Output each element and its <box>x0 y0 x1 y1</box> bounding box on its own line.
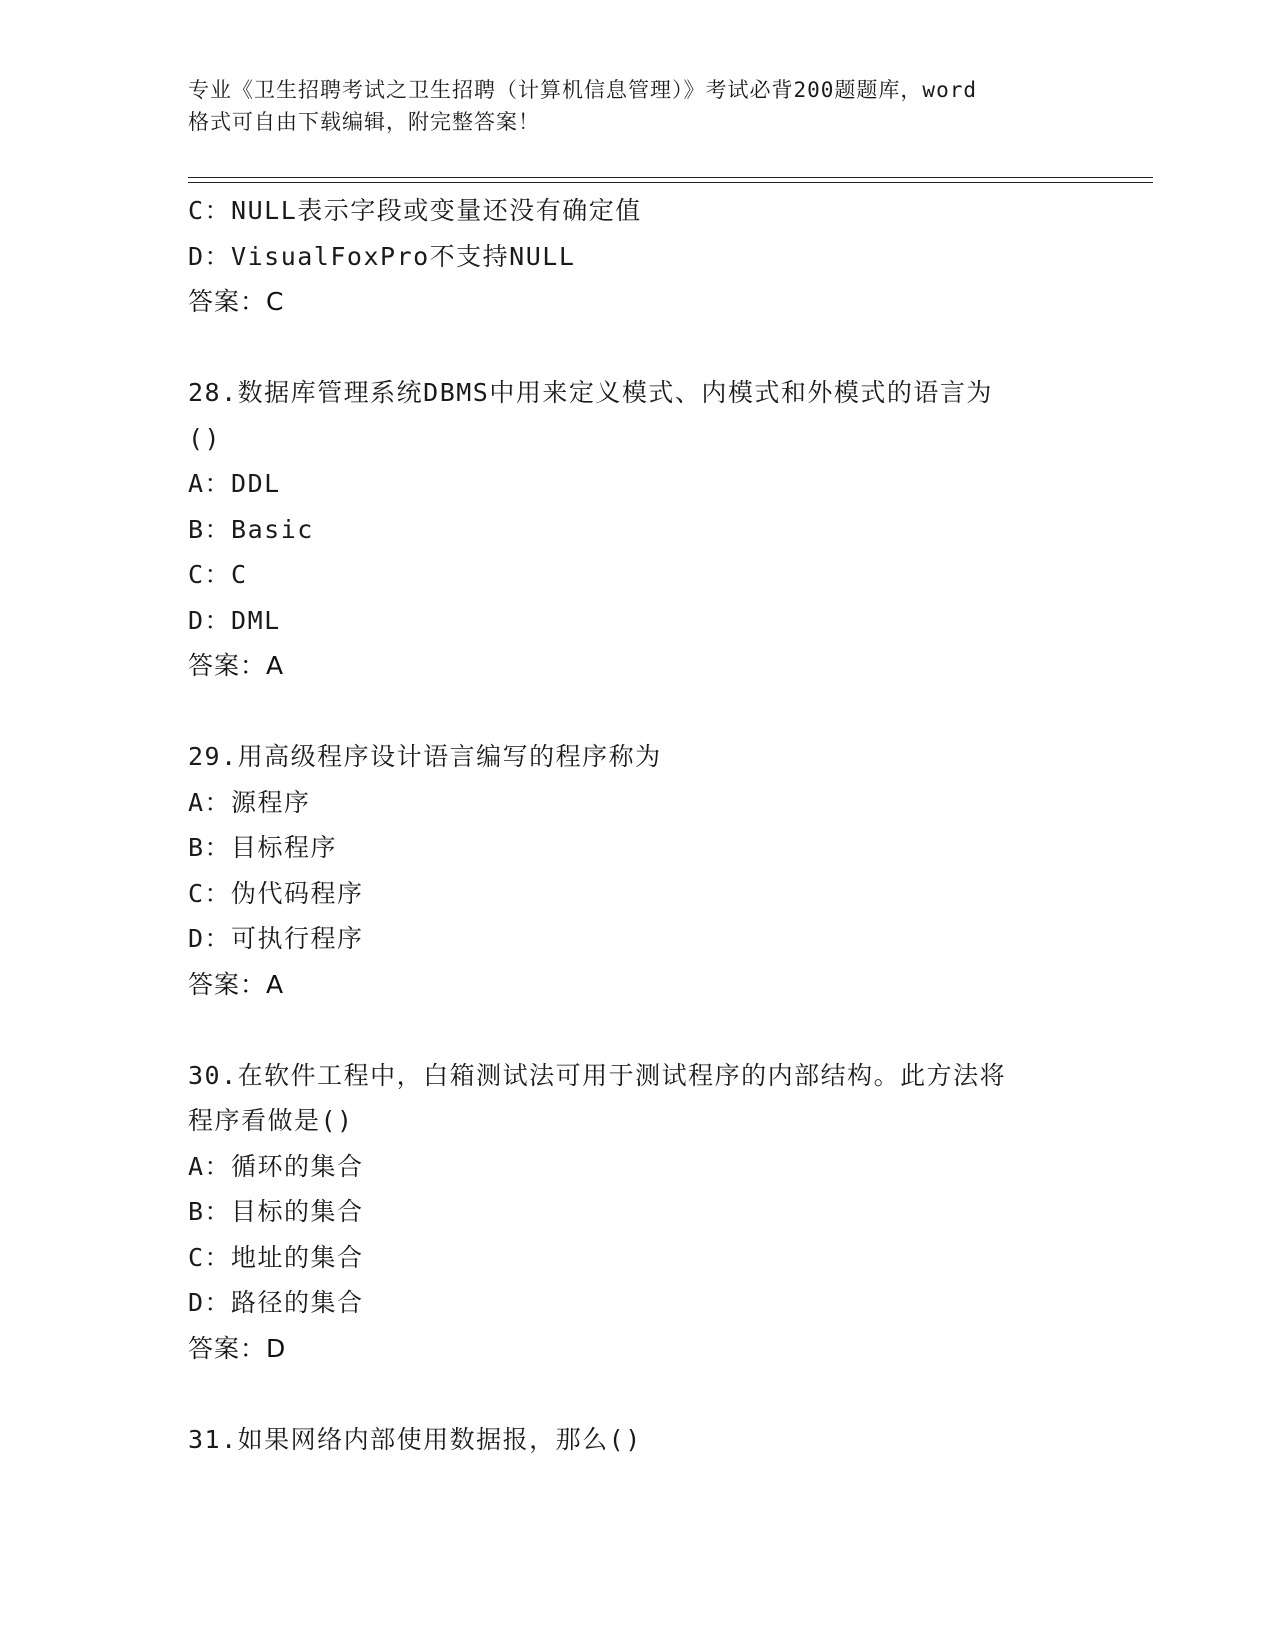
option-a: A：源程序 <box>188 787 311 817</box>
spacer <box>188 325 1088 371</box>
answer: 答案：A <box>188 969 285 999</box>
question-list <box>188 188 1088 1462</box>
option-b: B：Basic <box>188 514 314 544</box>
question-28 <box>188 370 1088 689</box>
question-stem: 29.用高级程序设计语言编写的程序称为 <box>188 742 662 771</box>
question-31 <box>188 1417 1088 1463</box>
answer: 答案：A <box>188 651 285 680</box>
spacer <box>188 1371 1088 1417</box>
option-c: C：NULL表示字段或变量还没有确定值 <box>188 196 642 225</box>
option-b: B：目标程序 <box>188 833 338 862</box>
header-divider-bottom <box>188 182 1153 183</box>
document-header <box>188 74 1088 138</box>
question-stem: 28.数据库管理系统DBMS中用来定义模式、内模式和外模式的语言为 <box>188 378 993 407</box>
answer: 答案：D <box>188 1333 287 1363</box>
question-27-tail <box>188 188 1088 325</box>
header-line-2: 格式可自由下载编辑，附完整答案！ <box>188 110 540 134</box>
header-divider-top <box>188 177 1153 178</box>
option-a: A：DDL <box>188 469 281 498</box>
question-stem-continued: () <box>188 423 222 453</box>
question-stem: 30.在软件工程中，白箱测试法可用于测试程序的内部结构。此方法将 <box>188 1060 1007 1090</box>
header-line-1: 专业《卫生招聘考试之卫生招聘（计算机信息管理）》考试必背200题题库，word <box>188 78 977 102</box>
spacer <box>188 689 1088 735</box>
spacer <box>188 1007 1088 1053</box>
option-c: C：C <box>188 560 248 589</box>
question-stem-continued: 程序看做是() <box>188 1106 354 1135</box>
answer: 答案：C <box>188 287 285 316</box>
question-29 <box>188 734 1088 1007</box>
question-30 <box>188 1053 1088 1372</box>
option-d: D：VisualFoxPro不支持NULL <box>188 241 576 271</box>
option-a: A：循环的集合 <box>188 1151 364 1181</box>
option-b: B：目标的集合 <box>188 1197 364 1226</box>
option-d: D：DML <box>188 605 281 635</box>
option-c: C：地址的集合 <box>188 1242 364 1272</box>
question-stem: 31.如果网络内部使用数据报，那么() <box>188 1424 642 1454</box>
option-d: D：路径的集合 <box>188 1288 364 1317</box>
option-d: D：可执行程序 <box>188 924 364 953</box>
option-c: C：伪代码程序 <box>188 878 364 908</box>
